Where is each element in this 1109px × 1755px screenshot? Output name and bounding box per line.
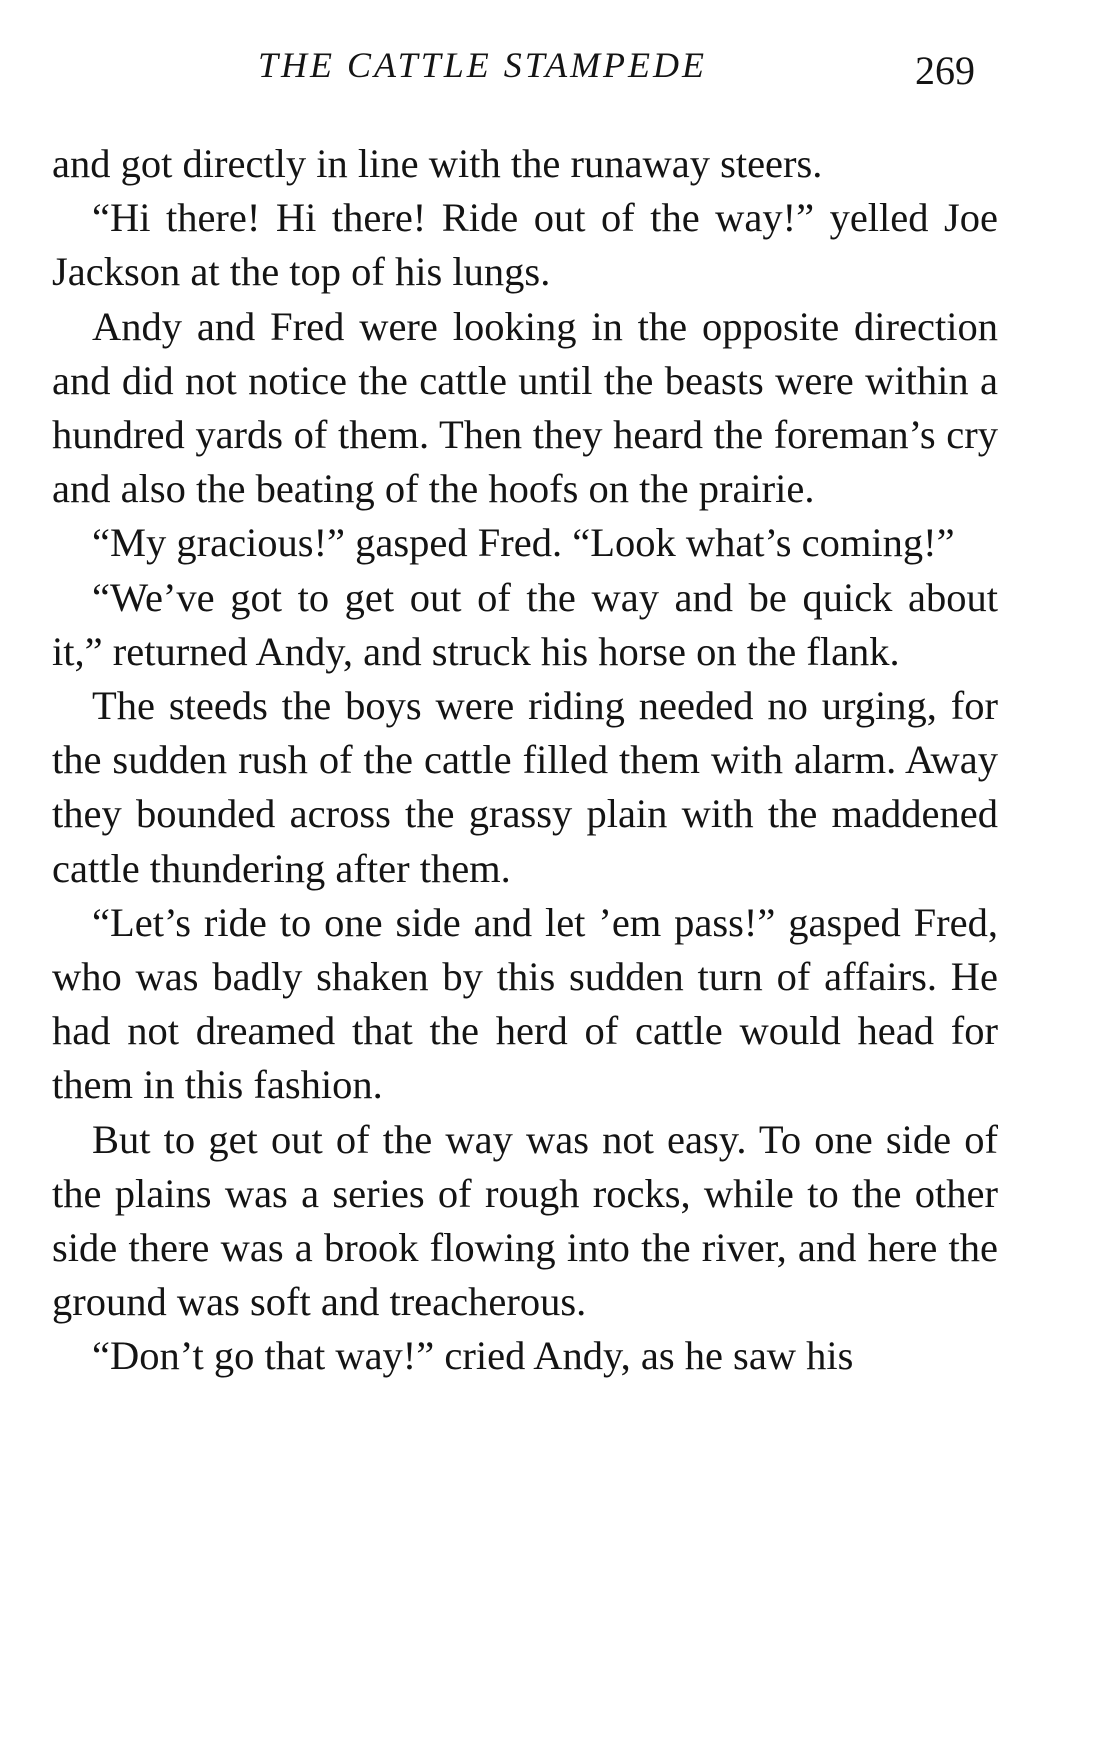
paragraph: “Don’t go that way!” cried Andy, as he saw his: [92, 1333, 854, 1379]
running-title: THE CATTLE STAMPEDE: [258, 45, 708, 85]
paragraph: Andy and Fred were looking in the opposite direction and did not notice the cattle until the beasts were within a hundred yards of them. Then they heard the foreman’s cry and also the beating of the hoofs on the prairie.: [52, 303, 998, 512]
paragraph: “Let’s ride to one side and let ’em pass!” gasped Fred, who was badly shaken by this sudden turn of affairs. He had not dreamed that the herd of cattle would head for them in this fashion.: [52, 899, 998, 1108]
paragraph: But to get out of the way was not easy. To one side of the plains was a series of rough rocks, while to the other side there was a brook flowing into the river, and here the ground was soft and treacherous.: [52, 1116, 998, 1325]
page-number: 269: [915, 48, 975, 93]
paragraph: “We’ve got to get out of the way and be quick about it,” returned Andy, and struck his horse on the flank.: [52, 574, 998, 674]
paragraph: and got directly in line with the runaway steers.: [52, 141, 823, 186]
paragraph: The steeds the boys were riding needed no urging, for the sudden rush of the cattle filled them with alarm. Away they bounded across the grassy plain with the maddened cattle thundering after them.: [52, 683, 998, 891]
paragraph: “My gracious!” gasped Fred. “Look what’s coming!”: [92, 520, 955, 566]
body-text: [52, 137, 998, 1384]
paragraph: “Hi there! Hi there! Ride out of the way!” yelled Joe Jackson at the top of his lungs.: [52, 195, 998, 295]
running-head: [0, 40, 1109, 93]
